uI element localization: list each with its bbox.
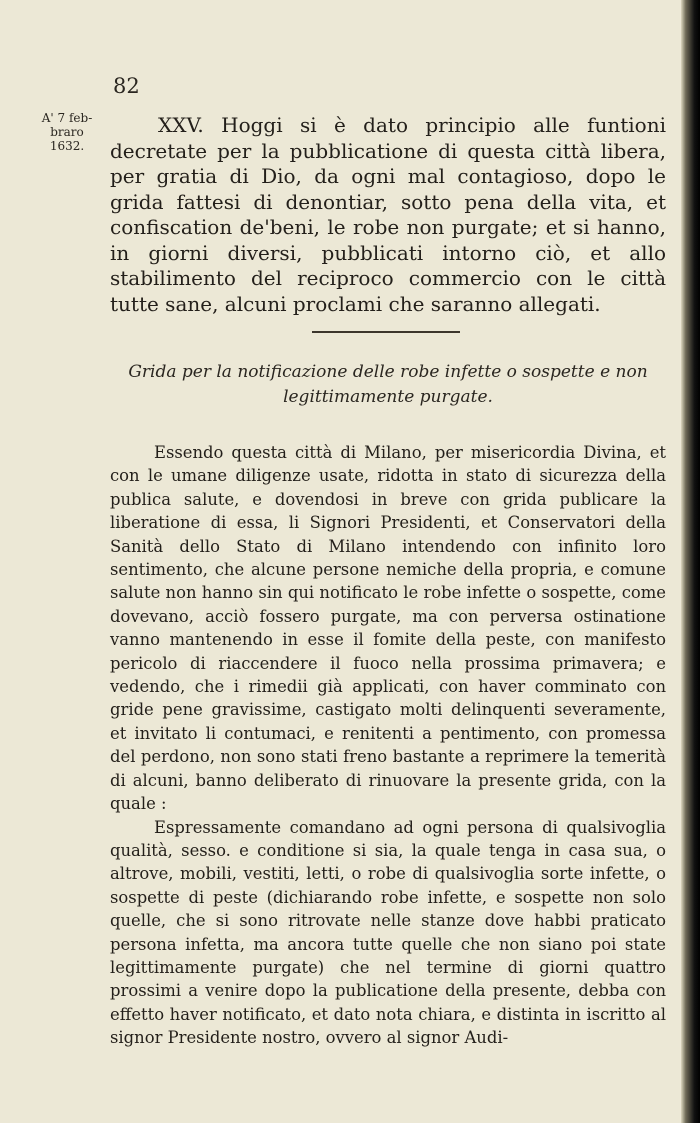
section-body: [110, 441, 666, 1050]
margin-note-line: 1632.: [49, 139, 85, 153]
margin-note-line: A' 7 feb-: [41, 111, 93, 125]
heading-line: Grida per la notificazione delle robe infette o sospette e non: [128, 362, 648, 382]
body-paragraph: Essendo questa città di Milano, per misericordia Divina, et con le umane diligenze usate, ridotta in stato di sicurezza della publica salute, e dovendosi in breve con grida publicare la liberatione di essa, li Signori Presidenti, et Conservatori della Sanità dello Stato di Milano intendendo con infinito loro sentimento, che alcune persone nemiche della propria, e comune salute non hanno sin qui notificato le robe infette o sospette, come dovevano, acciò fossero purgate, ma con perversa ostinatione vanno mantenendo in esse il fomite della peste, con manifesto pericolo di riaccendere il fuoco nella prossima primavera; e vedendo, che i rimedii già applicati, con haver comminato con gride pene gravissime, castigato molti delinquenti severamente, et invitato li contumaci, e renitenti a pentimento, con promessa del perdono, non sono stati freno bastante a reprimere la temerità di alcuni, banno deliberato di rinuovare la presente grida, con la quale :: [110, 443, 666, 814]
page-edge-shadow: [681, 0, 700, 1123]
section-divider: [312, 331, 460, 333]
body-paragraph: Espressamente comandano ad ogni persona di qualsivoglia qualità, sesso. e conditione si sia, la quale tenga in casa sua, o altrove, mobili, vestiti, letti, o robe di qualsivoglia sorte infette, o sospette di peste (dichiarando robe infette, e sospette non solo quelle, che si sono ritrovate nelle stanze dove habbi praticato persona infetta, ma ancora tutte quelle che non siano poi state legittimamente purgate) che nel termine di giorni quattro prossimi a venire dopo la publicatione della presente, debba con effetto haver notificato, et dato nota chiara, e distinta in iscritto al signor Presidente nostro, ovvero al signor Audi-: [110, 817, 666, 1048]
margin-date-note: [30, 111, 104, 153]
page-number: 82: [113, 74, 140, 98]
heading-line: legittimamente purgate.: [283, 387, 493, 407]
margin-note-line: braro: [50, 125, 84, 139]
intro-paragraph: XXV. Hoggi si è dato principio alle funtioni decretate per la pubblicatione di questa città libera, per gratia di Dio, da ogni mal contagioso, dopo le grida fattesi di denontiar, sotto pena della vita, et confiscation de'beni, le robe non purgate; et si hanno, in giorni diversi, pubblicati intorno ciò, et allo stabilimento del reciproco commercio con le città tutte sane, alcuni proclami che saranno allegati.: [110, 113, 666, 316]
section-heading: [118, 360, 658, 410]
